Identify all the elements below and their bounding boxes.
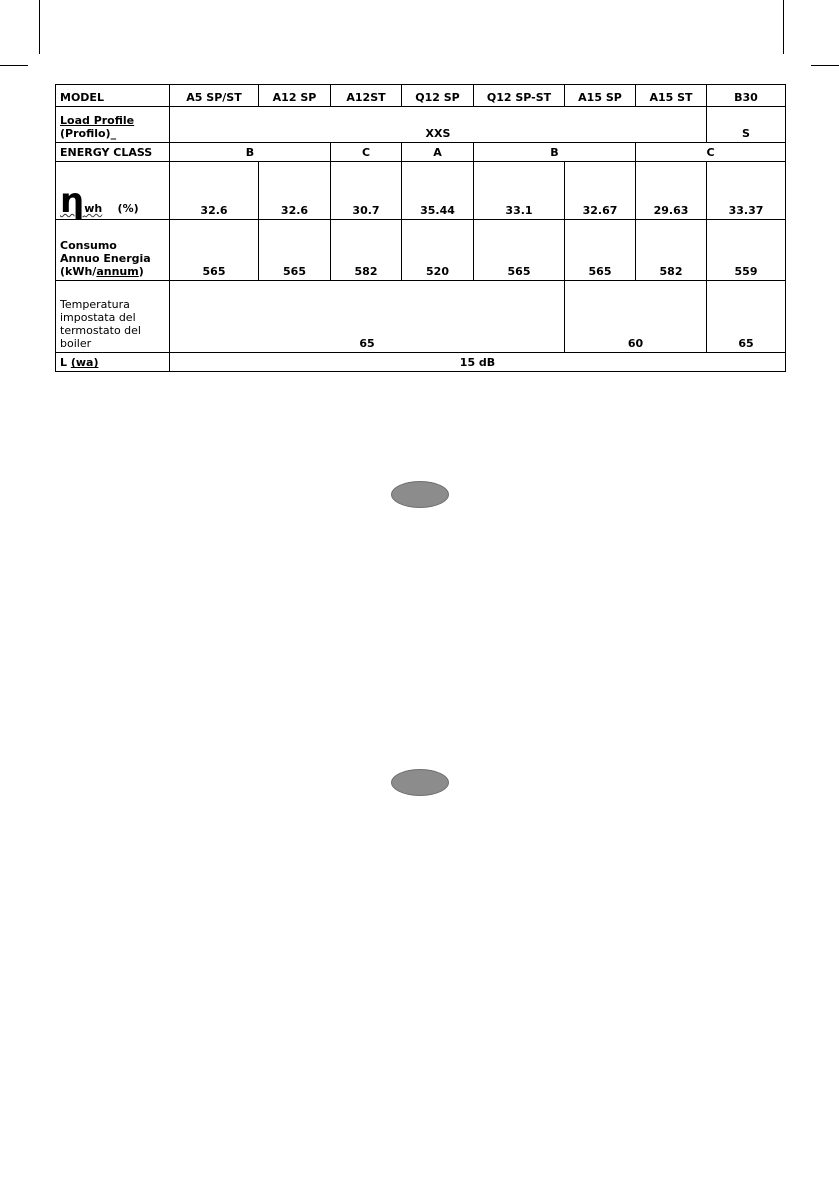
energy-class-group-4: B xyxy=(474,143,636,162)
crop-mark-left-horizontal xyxy=(0,65,28,66)
thermostat-label-line3: termostato del xyxy=(60,324,141,337)
energy-class-group-3: A xyxy=(402,143,474,162)
model-a12st: A12ST xyxy=(331,85,402,107)
sound-label xyxy=(56,353,170,372)
model-a15-sp: A15 SP xyxy=(565,85,636,107)
load-profile-xxs: XXS xyxy=(170,107,707,143)
annual-energy-a15-sp: 565 xyxy=(565,220,636,281)
thermostat-group-2: 60 xyxy=(565,281,707,353)
model-a15-st: A15 ST xyxy=(636,85,707,107)
model-label: MODEL xyxy=(56,85,170,107)
annual-energy-a15-st: 582 xyxy=(636,220,707,281)
thermostat-label-line1: Temperatura xyxy=(60,298,130,311)
annual-energy-a5-sp-st: 565 xyxy=(170,220,259,281)
row-load-profile xyxy=(56,107,786,143)
crop-mark-left-vertical xyxy=(39,0,40,54)
energy-class-label: ENERGY CLASS xyxy=(56,143,170,162)
load-profile-label-line2: (Profilo)_ xyxy=(60,127,117,140)
sound-value: 15 dB xyxy=(170,353,786,372)
energy-class-group-1: B xyxy=(170,143,331,162)
model-a5-sp-st: A5 SP/ST xyxy=(170,85,259,107)
annual-energy-b30: 559 xyxy=(707,220,786,281)
crop-mark-right-horizontal xyxy=(811,65,839,66)
eta-subscript: wh xyxy=(84,202,103,215)
row-energy-class xyxy=(56,143,786,162)
thermostat-label-line4: boiler xyxy=(60,337,92,350)
thermostat-label xyxy=(56,281,170,353)
spec-table xyxy=(55,84,786,372)
efficiency-a15-st: 29.63 xyxy=(636,162,707,220)
annual-energy-label-line3 xyxy=(60,265,165,278)
annual-energy-label xyxy=(56,220,170,281)
energy-class-group-5: C xyxy=(636,143,786,162)
load-profile-label xyxy=(56,107,170,143)
thermostat-group-1: 65 xyxy=(170,281,565,353)
row-thermostat xyxy=(56,281,786,353)
grey-marker-bottom xyxy=(391,769,449,796)
model-b30: B30 xyxy=(707,85,786,107)
row-model xyxy=(56,85,786,107)
thermostat-group-3: 65 xyxy=(707,281,786,353)
efficiency-a12st: 30.7 xyxy=(331,162,402,220)
efficiency-q12-sp-st: 33.1 xyxy=(474,162,565,220)
energy-class-group-2: C xyxy=(331,143,402,162)
annual-energy-q12-sp: 520 xyxy=(402,220,474,281)
crop-mark-right-vertical xyxy=(783,0,784,54)
annual-energy-a12-sp: 565 xyxy=(259,220,331,281)
efficiency-b30: 33.37 xyxy=(707,162,786,220)
efficiency-a12-sp: 32.6 xyxy=(259,162,331,220)
efficiency-label xyxy=(56,162,170,220)
thermostat-label-line2: impostata del xyxy=(60,311,136,324)
row-sound xyxy=(56,353,786,372)
efficiency-a15-sp: 32.67 xyxy=(565,162,636,220)
grey-marker-top xyxy=(391,481,449,508)
annual-energy-label-line2: Annuo Energia xyxy=(60,252,151,265)
sound-label-l: L xyxy=(60,356,71,369)
load-profile-label-line1: Load Profile xyxy=(60,114,135,127)
annual-energy-q12-sp-st: 565 xyxy=(474,220,565,281)
model-q12-sp: Q12 SP xyxy=(402,85,474,107)
annual-energy-unit-a: (kWh/ xyxy=(60,265,97,278)
efficiency-q12-sp: 35.44 xyxy=(402,162,474,220)
annual-energy-unit-b: annum xyxy=(96,265,139,278)
eta-symbol: η xyxy=(60,181,85,221)
row-annual-energy xyxy=(56,220,786,281)
annual-energy-a12st: 582 xyxy=(331,220,402,281)
load-profile-s: S xyxy=(707,107,786,143)
annual-energy-label-line1: Consumo xyxy=(60,239,117,252)
row-efficiency xyxy=(56,162,786,220)
eta-unit: (%) xyxy=(117,202,139,215)
model-q12-sp-st: Q12 SP-ST xyxy=(474,85,565,107)
annual-energy-unit-c: ) xyxy=(138,265,144,278)
model-a12-sp: A12 SP xyxy=(259,85,331,107)
efficiency-a5-sp-st: 32.6 xyxy=(170,162,259,220)
sound-label-wa: (wa) xyxy=(70,356,99,369)
